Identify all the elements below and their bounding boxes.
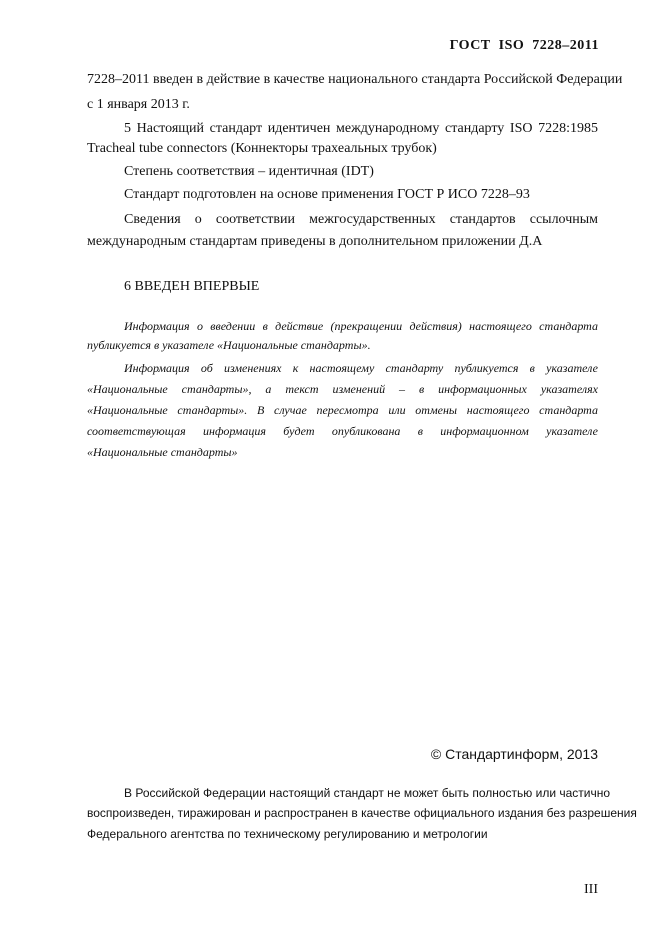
info-line: Информация об изменениях к настоящему стандарту публикуется в указателе (124, 361, 598, 375)
paragraph-line: 5 Настоящий стандарт идентичен международному стандарту ISO 7228:1985 (124, 121, 598, 136)
paragraph-line: Стандарт подготовлен на основе применения ГОСТ Р ИСО 7228–93 (124, 187, 530, 202)
paragraph-line: 7228–2011 введен в действие в качестве национального стандарта Российской Федерации (87, 72, 623, 87)
section-title: 6 ВВЕДЕН ВПЕРВЫЕ (124, 279, 260, 294)
page-number: III (584, 882, 598, 897)
paragraph-line: международным стандартам приведены в дополнительном приложении Д.А (87, 234, 543, 249)
info-line: соответствующая информация будет опубликована в информационном указателе (87, 424, 598, 438)
paragraph-line: Степень соответствия – идентичная (IDT) (124, 164, 374, 179)
info-line: «Национальные стандарты», а текст изменений – в информационных указателях (87, 382, 598, 396)
notice-line: Федерального агентства по техническому регулированию и метрологии (87, 827, 488, 841)
document-code-header: ГОСТ ISO 7228–2011 (449, 38, 599, 53)
info-line: Информация о введении в действие (прекращении действия) настоящего стандарта (124, 319, 598, 333)
paragraph-line: Сведения о соответствии межгосударственных стандартов ссылочным (124, 212, 598, 227)
info-line: публикуется в указателе «Национальные стандарты». (87, 338, 371, 352)
info-line: «Национальные стандарты». В случае пересмотра или отмены настоящего стандарта (87, 403, 598, 417)
info-line: «Национальные стандарты» (87, 445, 238, 459)
copyright: © Стандартинформ, 2013 (430, 746, 598, 762)
paragraph-line: Tracheal tube connectors (Коннекторы трахеальных трубок) (87, 141, 437, 156)
notice-line: воспроизведен, тиражирован и распространен в качестве официального издания без разрешения (87, 806, 637, 820)
paragraph-line: с 1 января 2013 г. (87, 97, 190, 112)
notice-line: В Российской Федерации настоящий стандарт не может быть полностью или частично (124, 786, 611, 800)
